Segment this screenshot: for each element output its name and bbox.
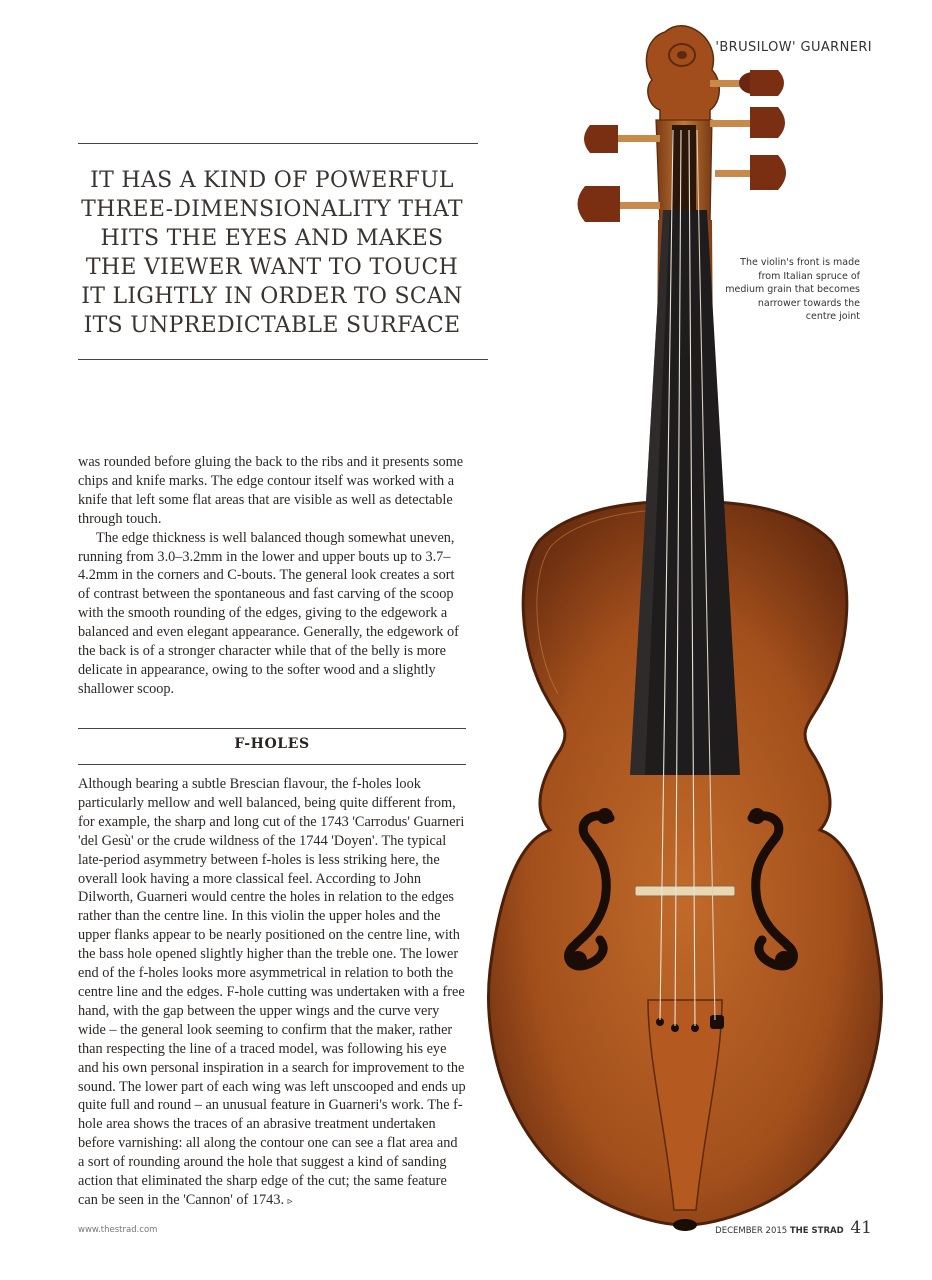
body-paragraph-2: The edge thickness is well balanced though somewhat uneven, running from 3.0–3.2mm in the lower and upper bouts up to 3.7–4.2mm in the corners and C-bouts. The general look creates a sort of contrast between the spontaneous and fast carving of the scoop with the smooth rounding of the edges, giving to the edgework a balanced and even elegant appearance. Generally, the edgework of the back is of a stronger character while that of the belly is more delicate in appearance, owing to the softer wood and a slightly shallower scoop. xyxy=(78,529,459,697)
footer-date: DECEMBER 2015 xyxy=(715,1226,788,1236)
pull-quote-bottom-rule xyxy=(78,359,488,360)
running-header: 'BRUSILOW' GUARNERI xyxy=(715,40,872,55)
page-number: 41 xyxy=(850,1218,872,1238)
f-holes-paragraph-text: Although bearing a subtle Brescian flavour, the f-holes look particularly mellow and well balanced, being quite different from, for example, the sharp and long cut of the 1743 'Carrodus' Guarneri 'del Gesù' or the crude wildness of the 1744 'Doyen'. The typical late-period asymmetry between f-holes is less striking here, the overall look having a more classical feel. According to John Dilworth, Guarneri would centre the holes in relation to the edges rather than the centre line. In this violin the upper holes and the upper flanks appear to be nearly positioned on the centre line, with the bass hole opened slightly higher than the treble one. The lower end of the f-holes looks more asymmetrical in relation to both the centre line and the edges. F-hole cutting was undertaken with a free hand, with the gap between the upper wings and the curve very wide – the general look seeming to confirm that the maker, rather than respecting the line of a traced model, was following his eye and his own personal inspiration in a search for improvement to the sound. The lower part of each wing was left unscooped and ends up quite full and round – an unusual feature in Guarneri's work. The f-hole area shows the traces of an abrasive treatment undertaken before varnishing: all along the contour one can see a flat area and a sort of rounding around the hole that suggest a kind of sanding action that eliminated the sharp edge of the cut; the same feature can be seen in the 'Cannon' of 1743. xyxy=(78,776,466,1208)
violin-scroll xyxy=(646,26,719,130)
section-heading-f-holes: F-HOLES xyxy=(234,736,310,752)
section-top-rule xyxy=(78,728,466,729)
body-column-bottom xyxy=(78,775,466,1212)
pegbox xyxy=(656,120,712,225)
footer-magazine-name: THE STRAD xyxy=(789,1226,844,1236)
footer-url: www.thestrad.com xyxy=(78,1225,158,1235)
violin-photograph xyxy=(460,10,900,1240)
body-paragraph-1: was rounded before gluing the back to the ribs and it presents some chips and knife marks. The edge contour itself was worked with a knife that left some flat areas that are visible as well as detectable through touch. xyxy=(78,454,464,527)
body-column-top xyxy=(78,453,466,699)
pull-quote: IT HAS A KIND OF POWERFUL THREE-DIMENSIONALITY THAT HITS THE EYES AND MAKES THE VIEWER WANT TO TOUCH IT LIGHTLY IN ORDER TO SCAN ITS UNPREDICTABLE SURFACE xyxy=(81,168,463,338)
end-of-article-mark: ▹ xyxy=(287,1195,293,1207)
section-bottom-rule xyxy=(78,764,466,765)
fingerboard xyxy=(630,210,740,775)
footer-folio xyxy=(715,1218,872,1238)
f-holes-paragraph xyxy=(78,775,466,1212)
photo-caption: The violin's front is made from Italian spruce of medium grain that becomes narrower towards the centre joint xyxy=(725,257,860,322)
bridge xyxy=(635,886,735,896)
pull-quote-top-rule xyxy=(78,143,478,144)
